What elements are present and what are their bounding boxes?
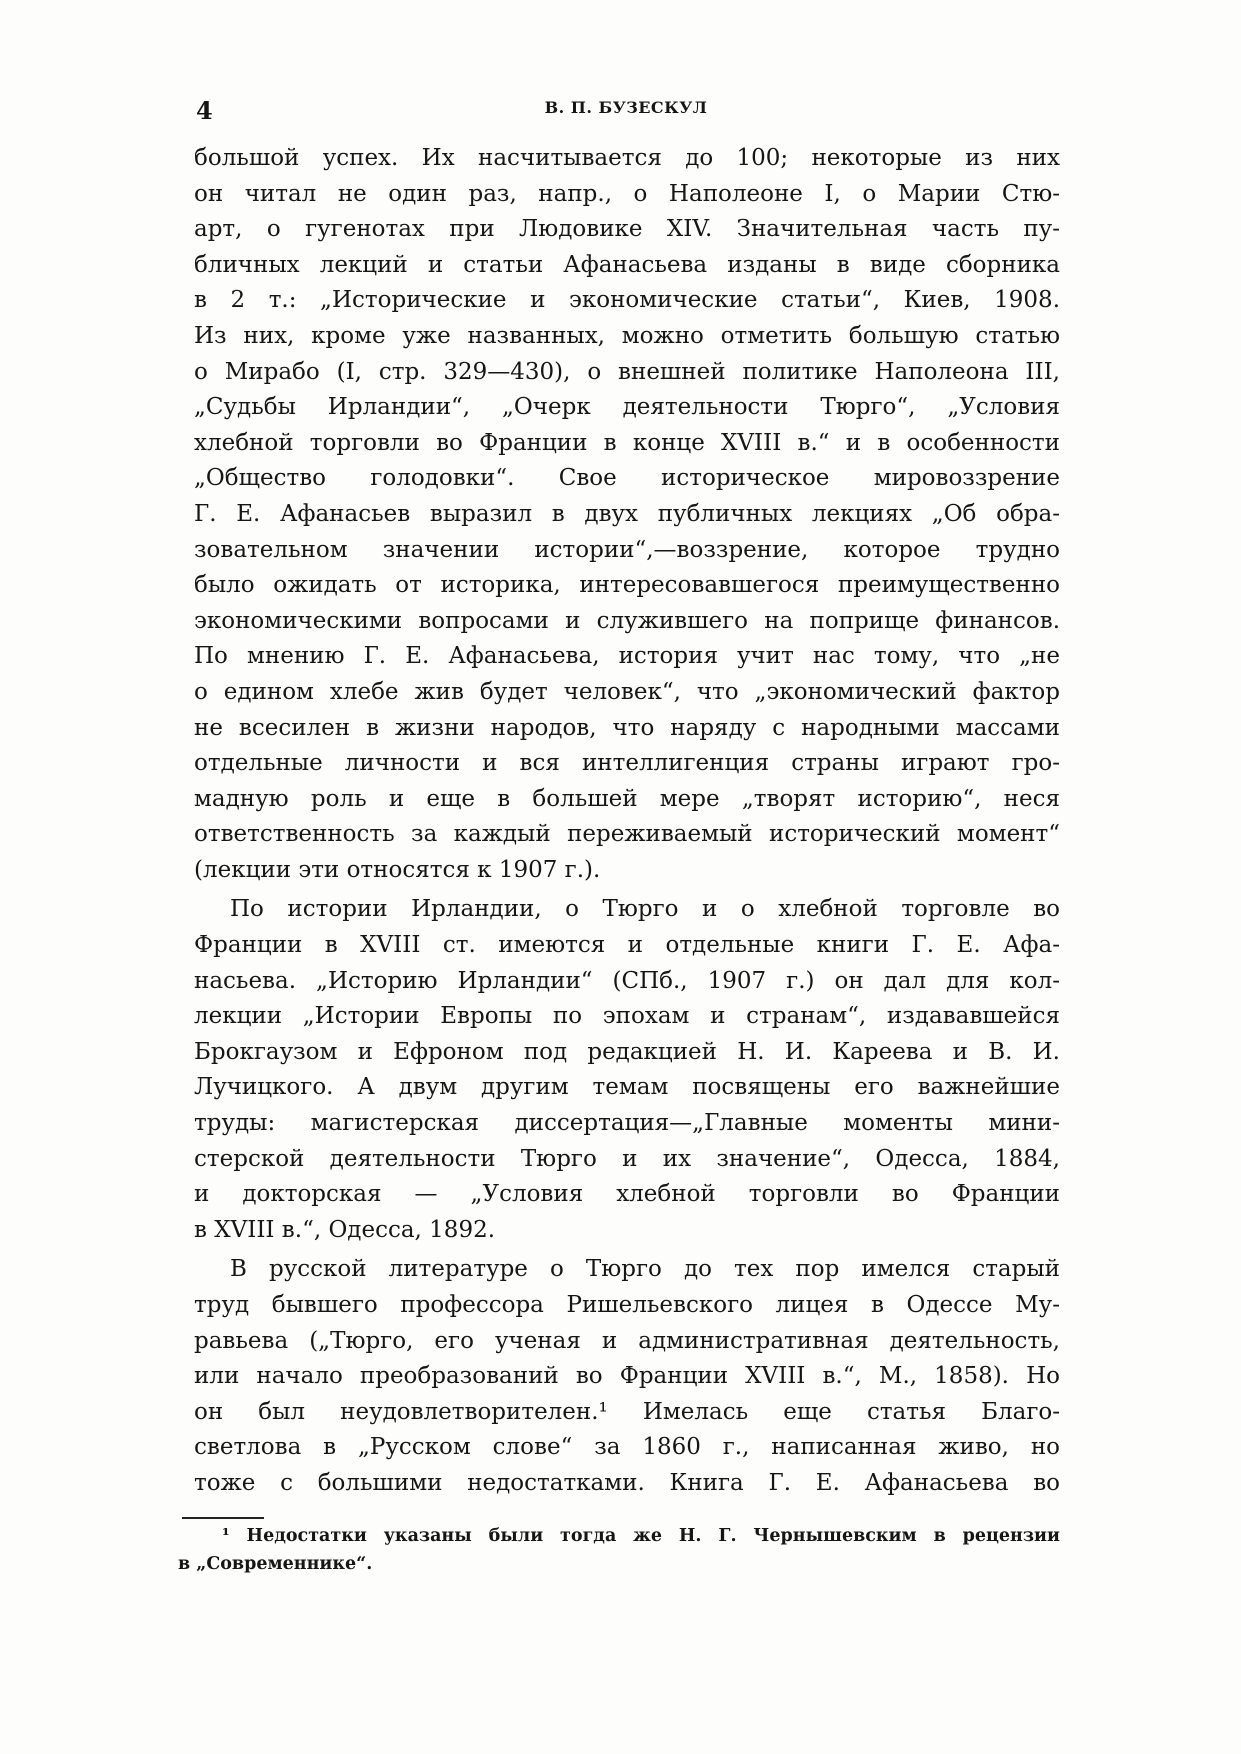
text-line: Из них, кроме уже названных, можно отметить большую статью: [194, 322, 1060, 349]
footnote-line: в „Современнике“.: [178, 1554, 373, 1574]
text-line: отдельные личности и вся интеллигенция страны играют гро-: [194, 750, 1060, 777]
footnote-rule: [182, 1517, 264, 1519]
paragraph-3: [194, 1252, 1060, 1501]
text-line: бличных лекций и статьи Афанасьева изданы в виде сборника: [194, 251, 1060, 278]
page-header: [196, 96, 1056, 128]
text-line: в XVIII в.“, Одесса, 1892.: [194, 1216, 496, 1243]
text-line: в 2 т.: „Исторические и экономические статьи“, Киев, 1908.: [194, 287, 1060, 314]
text-line: лекции „Истории Европы по эпохам и странам“, издававшейся: [194, 1003, 1060, 1030]
text-line: арт, о гугенотах при Людовике XIV. Значительная часть пу-: [194, 216, 1060, 243]
text-line: светлова в „Русском слове“ за 1860 г., написанная живо, но: [194, 1434, 1060, 1461]
main-text: [194, 141, 1060, 1502]
text-line: тоже с большими недостатками. Книга Г. Е. Афанасьева во: [194, 1469, 1060, 1496]
text-line: „Общество голодовки“. Свое историческое мировоззрение: [194, 465, 1060, 492]
footnote-line: ¹ Недостатки указаны были тогда же Н. Г. Чернышевским в рецензии: [222, 1526, 1060, 1546]
text-line: не всесилен в жизни народов, что наряду с народными массами: [194, 714, 1060, 741]
text-line: Г. Е. Афанасьев выразил в двух публичных лекциях „Об обра-: [194, 500, 1060, 527]
text-line: насьева. „Историю Ирландии“ (СПб., 1907 г.) он дал для кол-: [194, 967, 1060, 994]
text-line: он был неудовлетворителен.¹ Имелась еще статья Благо-: [194, 1398, 1060, 1425]
text-line: По истории Ирландии, о Тюрго и о хлебной торговле во: [230, 896, 1060, 923]
text-line: хлебной торговли во Франции в конце XVIII в.“ и в особенности: [194, 429, 1060, 456]
text-line: зовательном значении истории“,—воззрение, которое трудно: [194, 536, 1060, 563]
text-line: и докторская — „Условия хлебной торговли во Франции: [194, 1181, 1060, 1208]
text-line: (лекции эти относятся к 1907 г.).: [194, 856, 601, 883]
text-line: Брокгаузом и Ефроном под редакцией Н. И. Кареева и В. И.: [194, 1038, 1060, 1065]
text-line: Франции в XVIII ст. имеются и отдельные книги Г. Е. Афа-: [194, 932, 1060, 959]
paragraph-1: [194, 141, 1060, 888]
text-line: равьева („Тюрго, его ученая и административная деятельность,: [194, 1327, 1060, 1354]
page-number: 4: [196, 96, 213, 125]
text-line: было ожидать от историка, интересовавшегося преимущественно: [194, 572, 1060, 599]
text-line: По мнению Г. Е. Афанасьева, история учит нас тому, что „не: [194, 643, 1060, 670]
footnote: [178, 1522, 1060, 1578]
text-line: экономическими вопросами и служившего на поприще финансов.: [194, 607, 1060, 634]
text-line: мадную роль и еще в большей мере „творят историю“, неся: [194, 785, 1060, 812]
text-line: В русской литературе о Тюрго до тех пор имелся старый: [230, 1256, 1060, 1283]
text-line: о Мирабо (I, стр. 329—430), о внешней политике Наполеона III,: [194, 358, 1060, 385]
text-line: стерской деятельности Тюрго и их значение“, Одесса, 1884,: [194, 1145, 1060, 1172]
text-line: труд бывшего профессора Ришельевского лицея в Одессе Му-: [194, 1292, 1060, 1318]
text-line: о едином хлебе жив будет человек“, что „экономический фактор: [194, 678, 1060, 705]
text-line: он читал не один раз, напр., о Наполеоне I, о Марии Стю-: [194, 180, 1060, 207]
text-line: или начало преобразований во Франции XVIII в.“, М., 1858). Но: [194, 1363, 1060, 1390]
text-line: Лучицкого. А двум другим темам посвящены его важнейшие: [194, 1074, 1060, 1101]
text-line: „Судьбы Ирландии“, „Очерк деятельности Тюрго“, „Условия: [194, 394, 1060, 421]
paragraph-2: [194, 892, 1060, 1248]
running-head: В. П. БУЗЕСКУЛ: [544, 98, 708, 117]
text-line: труды: магистерская диссертация—„Главные моменты мини-: [194, 1110, 1060, 1137]
text-line: ответственность за каждый переживаемый исторический момент“: [194, 821, 1060, 848]
text-line: большой успех. Их насчитывается до 100; некоторые из них: [194, 145, 1060, 171]
